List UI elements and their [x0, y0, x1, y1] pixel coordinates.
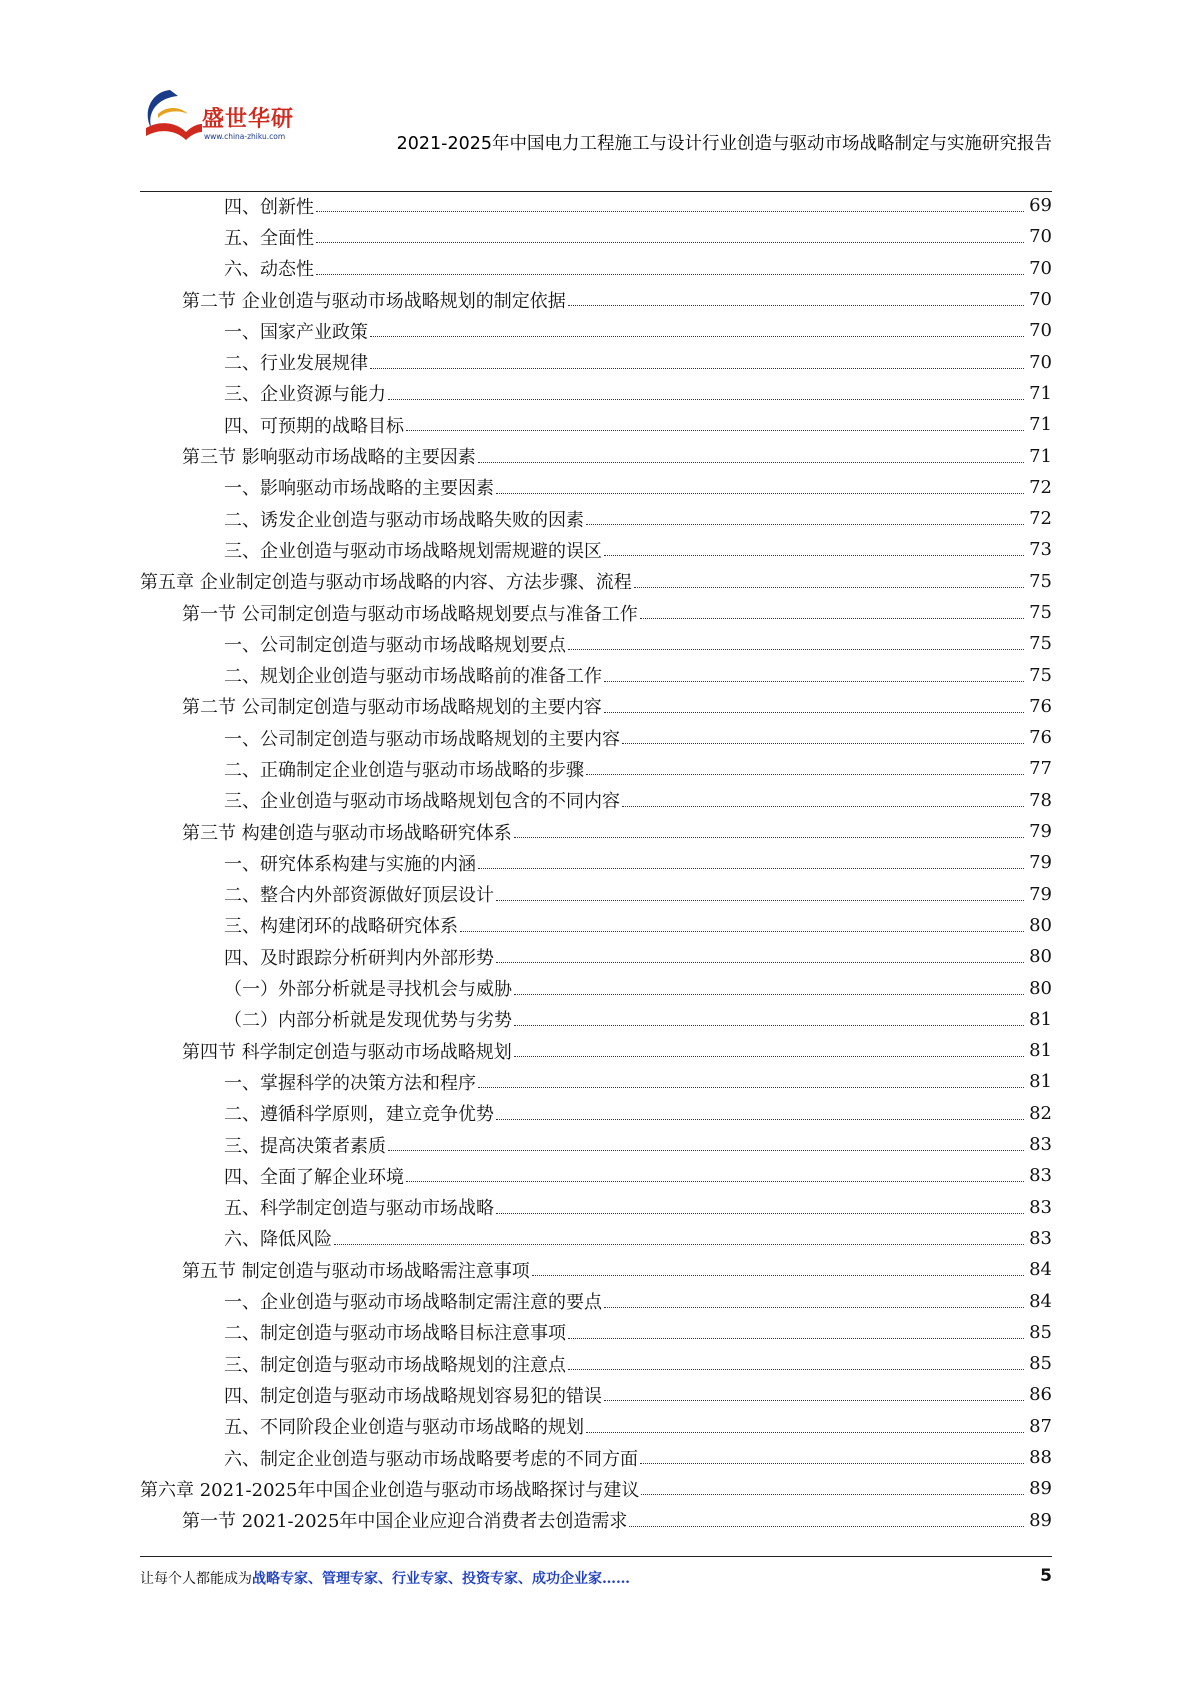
toc-entry[interactable] — [140, 1317, 1052, 1348]
toc-dot-leader — [586, 524, 1024, 525]
toc-entry[interactable] — [140, 972, 1052, 1003]
toc-entry-page: 71 — [1029, 414, 1052, 436]
toc-entry[interactable] — [140, 1066, 1052, 1097]
toc-entry-title: 一、企业创造与驱动市场战略制定需注意的要点 — [224, 1292, 602, 1314]
toc-entry-title: 一、研究体系构建与实施的内涵 — [224, 853, 476, 875]
toc-dot-leader — [604, 1400, 1024, 1401]
toc-entry[interactable] — [140, 722, 1052, 753]
toc-entry-title: 第一节 公司制定创造与驱动市场战略规划要点与准备工作 — [182, 603, 638, 625]
toc-entry-page: 71 — [1029, 445, 1052, 467]
toc-dot-leader — [478, 462, 1024, 463]
toc-entry[interactable] — [140, 221, 1052, 252]
toc-entry-title: 四、创新性 — [224, 196, 314, 218]
toc-entry-page: 83 — [1029, 1227, 1052, 1249]
toc-entry[interactable] — [140, 1285, 1052, 1316]
toc-entry-page: 75 — [1029, 664, 1052, 686]
toc-entry-page: 79 — [1029, 883, 1052, 905]
toc-entry[interactable] — [140, 785, 1052, 816]
toc-entry[interactable] — [140, 1035, 1052, 1066]
toc-entry-page: 87 — [1029, 1415, 1052, 1437]
toc-entry-title: 三、提高决策者素质 — [224, 1135, 386, 1157]
toc-entry[interactable] — [140, 1504, 1052, 1535]
toc-dot-leader — [316, 274, 1024, 275]
toc-entry-page: 80 — [1029, 914, 1052, 936]
toc-entry-title: 第四节 科学制定创造与驱动市场战略规划 — [182, 1041, 512, 1063]
toc-entry-page: 70 — [1029, 257, 1052, 279]
toc-entry-title: 五、不同阶段企业创造与驱动市场战略的规划 — [224, 1417, 584, 1439]
toc-dot-leader — [370, 336, 1024, 337]
toc-dot-leader — [568, 649, 1024, 650]
toc-entry-page: 70 — [1029, 320, 1052, 342]
toc-entry-title: 第六章 2021-2025年中国企业创造与驱动市场战略探讨与建议 — [140, 1479, 640, 1501]
toc-entry-page: 69 — [1029, 195, 1052, 217]
toc-entry[interactable] — [140, 1160, 1052, 1191]
toc-dot-leader — [388, 1150, 1024, 1151]
toc-entry[interactable] — [140, 534, 1052, 565]
toc-dot-leader — [316, 242, 1024, 243]
toc-dot-leader — [604, 681, 1024, 682]
toc-entry[interactable] — [140, 628, 1052, 659]
toc-entry-title: 第五章 企业制定创造与驱动市场战略的内容、方法步骤、流程 — [140, 572, 632, 594]
toc-entry-title: 五、全面性 — [224, 227, 314, 249]
toc-entry[interactable] — [140, 190, 1052, 221]
toc-entry-title: 四、及时跟踪分析研判内外部形势 — [224, 947, 494, 969]
toc-entry-page: 80 — [1029, 977, 1052, 999]
toc-entry-title: 第三节 构建创造与驱动市场战略研究体系 — [182, 822, 512, 844]
page-number: 5 — [1040, 1566, 1052, 1586]
toc-entry-page: 72 — [1029, 508, 1052, 530]
toc-dot-leader — [334, 1244, 1024, 1245]
toc-entry-page: 79 — [1029, 821, 1052, 843]
toc-entry[interactable] — [140, 1379, 1052, 1410]
toc-entry-title: 第一节 2021-2025年中国企业应迎合消费者去创造需求 — [182, 1511, 628, 1533]
report-title — [140, 128, 1052, 160]
toc-dot-leader — [641, 1494, 1024, 1495]
toc-dot-leader — [568, 1338, 1024, 1339]
toc-entry-page: 89 — [1029, 1509, 1052, 1531]
toc-dot-leader — [532, 1275, 1024, 1276]
toc-entry-title: 六、动态性 — [224, 259, 314, 281]
toc-dot-leader — [622, 743, 1024, 744]
toc-entry-title: 二、遵循科学原则，建立竞争优势 — [224, 1104, 494, 1126]
toc-entry[interactable] — [140, 1473, 1052, 1504]
toc-entry-title: 二、整合内外部资源做好顶层设计 — [224, 885, 494, 907]
toc-entry-page: 84 — [1029, 1259, 1052, 1281]
toc-dot-leader — [514, 1025, 1024, 1026]
toc-entry[interactable] — [140, 659, 1052, 690]
toc-entry-title: 一、掌握科学的决策方法和程序 — [224, 1072, 476, 1094]
toc-dot-leader — [629, 1526, 1024, 1527]
toc-dot-leader — [496, 962, 1024, 963]
brand-url: www.china-zhiku.com — [204, 132, 286, 141]
toc-entry-title: 六、制定企业创造与驱动市场战略要考虑的不同方面 — [224, 1448, 638, 1470]
toc-entry-title: 二、规划企业创造与驱动市场战略前的准备工作 — [224, 666, 602, 688]
toc-entry[interactable] — [140, 1411, 1052, 1442]
toc-dot-leader — [604, 1307, 1024, 1308]
brand-name: 盛世华研 — [202, 107, 295, 132]
toc-entry[interactable] — [140, 1348, 1052, 1379]
toc-entry[interactable] — [140, 941, 1052, 972]
toc-entry[interactable] — [140, 566, 1052, 597]
toc-entry-title: 第二节 公司制定创造与驱动市场战略规划的主要内容 — [182, 697, 602, 719]
toc-dot-leader — [496, 900, 1024, 901]
toc-entry-page: 86 — [1029, 1384, 1052, 1406]
toc-entry-page: 75 — [1029, 602, 1052, 623]
toc-entry-page: 85 — [1029, 1321, 1052, 1343]
toc-entry[interactable] — [140, 346, 1052, 377]
toc-entry-page: 85 — [1029, 1353, 1052, 1375]
toc-dot-leader — [406, 430, 1024, 431]
toc-entry[interactable] — [140, 472, 1052, 503]
toc-entry[interactable] — [140, 847, 1052, 878]
toc-entry[interactable] — [140, 440, 1052, 471]
toc-entry-title: 三、企业创造与驱动市场战略规划需规避的误区 — [224, 540, 602, 562]
toc-entry[interactable] — [140, 284, 1052, 315]
footer-divider — [140, 1556, 1052, 1557]
toc-entry[interactable] — [140, 753, 1052, 784]
toc-entry[interactable] — [140, 816, 1052, 847]
toc-entry-title: 一、公司制定创造与驱动市场战略规划的主要内容 — [224, 728, 620, 750]
toc-entry-title: （二）内部分析就是发现优势与劣势 — [224, 1010, 512, 1032]
report-title-text: 2021-2025年中国电力工程施工与设计行业创造与驱动市场战略制定与实施研究报告 — [396, 134, 1052, 154]
toc-entry-title: （一）外部分析就是寻找机会与威胁 — [224, 979, 512, 1001]
toc-entry-page: 77 — [1029, 758, 1052, 780]
toc-entry-title: 三、企业资源与能力 — [224, 384, 386, 406]
table-of-contents — [140, 190, 1052, 1536]
toc-entry-page: 70 — [1029, 351, 1052, 373]
toc-entry-title: 一、影响驱动市场战略的主要因素 — [224, 478, 494, 500]
toc-entry-page: 70 — [1029, 226, 1052, 248]
toc-entry-page: 76 — [1029, 695, 1052, 717]
toc-entry-title: 四、可预期的战略目标 — [224, 415, 404, 437]
toc-dot-leader — [496, 1213, 1024, 1214]
toc-entry-page: 70 — [1029, 289, 1052, 311]
toc-dot-leader — [370, 368, 1024, 369]
toc-entry-title: 四、全面了解企业环境 — [224, 1166, 404, 1188]
toc-dot-leader — [622, 806, 1024, 807]
toc-entry[interactable] — [140, 691, 1052, 722]
toc-entry-title: 二、行业发展规律 — [224, 353, 368, 375]
footer-slogan-prefix: 让每个人都能成为 — [140, 1571, 252, 1587]
toc-entry-page: 89 — [1029, 1478, 1052, 1500]
toc-entry[interactable] — [140, 1442, 1052, 1473]
toc-entry-page: 81 — [1029, 1040, 1052, 1062]
toc-entry[interactable] — [140, 910, 1052, 941]
toc-dot-leader — [460, 931, 1024, 932]
toc-dot-leader — [478, 1087, 1024, 1088]
toc-dot-leader — [514, 1056, 1024, 1057]
toc-entry-title: 三、构建闭环的战略研究体系 — [224, 916, 458, 938]
toc-dot-leader — [514, 837, 1024, 838]
toc-entry-page: 72 — [1029, 476, 1052, 498]
toc-entry[interactable] — [140, 409, 1052, 440]
toc-entry-title: 一、公司制定创造与驱动市场战略规划要点 — [224, 634, 566, 656]
toc-dot-leader — [586, 774, 1024, 775]
footer-slogan-highlight: 战略专家、管理专家、行业专家、投资专家、成功企业家…… — [252, 1571, 630, 1587]
toc-entry-title: 五、科学制定创造与驱动市场战略 — [224, 1198, 494, 1220]
toc-entry[interactable] — [140, 1004, 1052, 1035]
toc-dot-leader — [316, 211, 1024, 212]
toc-dot-leader — [568, 305, 1024, 306]
toc-entry[interactable] — [140, 597, 1052, 628]
toc-entry-page: 75 — [1029, 570, 1052, 592]
page-footer — [140, 1568, 1052, 1592]
toc-entry-page: 79 — [1029, 852, 1052, 874]
toc-entry-title: 第二节 企业创造与驱动市场战略规划的制定依据 — [182, 290, 566, 312]
toc-dot-leader — [388, 399, 1024, 400]
toc-dot-leader — [640, 618, 1024, 619]
toc-entry-title: 二、制定创造与驱动市场战略目标注意事项 — [224, 1323, 566, 1345]
toc-entry[interactable] — [140, 253, 1052, 284]
toc-entry[interactable] — [140, 1098, 1052, 1129]
toc-entry-title: 一、国家产业政策 — [224, 321, 368, 343]
toc-entry[interactable] — [140, 879, 1052, 910]
toc-entry[interactable] — [140, 503, 1052, 534]
toc-entry[interactable] — [140, 1223, 1052, 1254]
toc-entry-title: 二、诱发企业创造与驱动市场战略失败的因素 — [224, 509, 584, 531]
toc-entry-page: 73 — [1029, 539, 1052, 561]
toc-entry-page: 83 — [1029, 1196, 1052, 1218]
toc-dot-leader — [640, 1463, 1024, 1464]
toc-entry-page: 78 — [1029, 789, 1052, 811]
toc-entry-page: 88 — [1029, 1447, 1052, 1469]
toc-dot-leader — [496, 1119, 1024, 1120]
toc-dot-leader — [568, 1369, 1024, 1370]
toc-entry-page: 81 — [1029, 1071, 1052, 1093]
toc-entry[interactable] — [140, 1254, 1052, 1285]
toc-dot-leader — [604, 555, 1024, 556]
toc-entry[interactable] — [140, 315, 1052, 346]
toc-entry-page: 75 — [1029, 633, 1052, 655]
toc-entry-page: 83 — [1029, 1165, 1052, 1187]
toc-entry-page: 83 — [1029, 1134, 1052, 1156]
toc-entry-title: 第五节 制定创造与驱动市场战略需注意事项 — [182, 1260, 530, 1282]
toc-entry[interactable] — [140, 1129, 1052, 1160]
toc-dot-leader — [634, 587, 1024, 588]
toc-entry[interactable] — [140, 378, 1052, 409]
toc-dot-leader — [586, 1432, 1024, 1433]
toc-entry-page: 71 — [1029, 382, 1052, 404]
toc-entry-title: 四、制定创造与驱动市场战略规划容易犯的错误 — [224, 1385, 602, 1407]
toc-entry[interactable] — [140, 1192, 1052, 1223]
toc-entry-title: 六、降低风险 — [224, 1229, 332, 1251]
toc-entry-title: 第三节 影响驱动市场战略的主要因素 — [182, 447, 476, 469]
toc-dot-leader — [478, 868, 1024, 869]
toc-entry-title: 二、正确制定企业创造与驱动市场战略的步骤 — [224, 759, 584, 781]
toc-entry-title: 三、企业创造与驱动市场战略规划包含的不同内容 — [224, 791, 620, 813]
toc-entry-page: 82 — [1029, 1102, 1052, 1124]
toc-entry-page: 80 — [1029, 946, 1052, 968]
toc-entry-title: 三、制定创造与驱动市场战略规划的注意点 — [224, 1354, 566, 1376]
toc-dot-leader — [514, 994, 1024, 995]
toc-entry-page: 76 — [1029, 727, 1052, 749]
toc-entry-page: 81 — [1029, 1008, 1052, 1030]
toc-dot-leader — [406, 1181, 1024, 1182]
toc-entry-page: 84 — [1029, 1290, 1052, 1312]
toc-dot-leader — [604, 712, 1024, 713]
toc-dot-leader — [496, 493, 1024, 494]
